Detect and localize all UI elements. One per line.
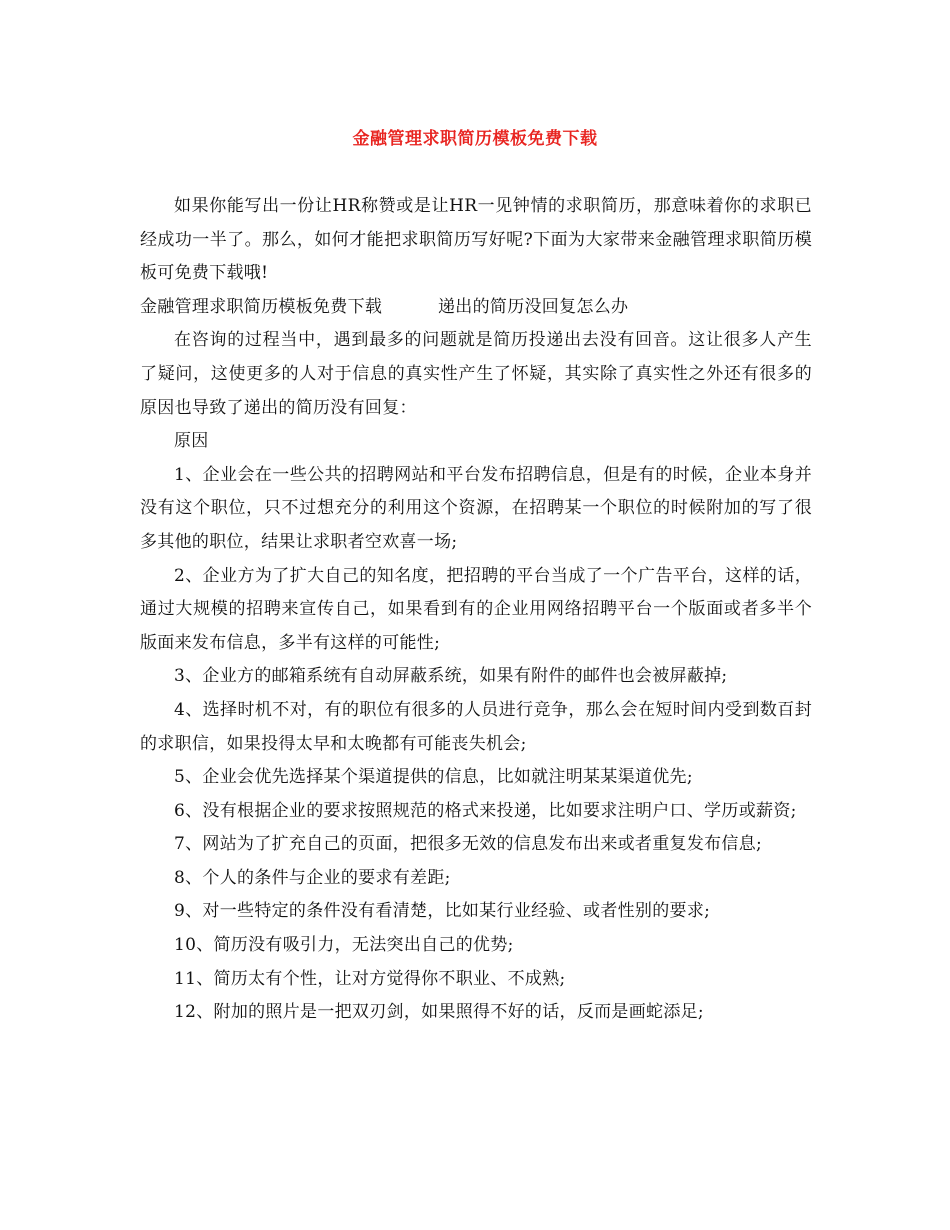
intro-paragraph: 如果你能写出一份让HR称赞或是让HR一见钟情的求职简历，那意味着你的求职已经成功一半了。那么，如何才能把求职简历写好呢?下面为大家带来金融管理求职简历模板可免费下载哦! — [140, 196, 812, 284]
reason-item: 3、企业方的邮箱系统有自动屏蔽系统，如果有附件的邮件也会被屏蔽掉; — [174, 666, 728, 687]
context-paragraph: 在咨询的过程当中，遇到最多的问题就是简历投递出去没有回音。这让很多人产生了疑问，这使更多的人对于信息的真实性产生了怀疑，其实除了真实性之外还有很多的原因也导致了递出的简历没有回复： — [140, 330, 812, 418]
reason-item: 6、没有根据企业的要求按照规范的格式来投递，比如要求注明户口、学历或薪资; — [174, 800, 797, 821]
subheading-line — [140, 291, 812, 325]
reason-item: 1、企业会在一些公共的招聘网站和平台发布招聘信息，但是有的时候，企业本身并没有这个职位，只不过想充分的利用这个资源，在招聘某一个职位的时候附加的写了很多其他的职位，结果让求职者空欢喜一场; — [140, 464, 812, 552]
reason-item: 8、个人的条件与企业的要求有差距; — [174, 867, 451, 888]
document-title: 金融管理求职简历模板免费下载 — [352, 129, 598, 149]
reason-item: 12、附加的照片是一把双刃剑，如果照得不好的话，反而是画蛇添足; — [174, 1002, 704, 1023]
document-body — [140, 190, 812, 1030]
reasons-heading: 原因 — [174, 431, 209, 452]
reason-item: 10、简历没有吸引力，无法突出自己的优势; — [174, 935, 514, 956]
reason-item: 9、对一些特定的条件没有看清楚，比如某行业经验、或者性别的要求; — [174, 901, 711, 922]
reason-item: 11、简历太有个性，让对方觉得你不职业、不成熟; — [174, 968, 566, 989]
reason-item: 5、企业会优先选择某个渠道提供的信息，比如就注明某某渠道优先; — [174, 767, 693, 788]
reason-item: 4、选择时机不对，有的职位有很多的人员进行竞争，那么会在短时间内受到数百封的求职信，如果投得太早和太晚都有可能丧失机会; — [140, 699, 812, 754]
subheading-left: 金融管理求职简历模板免费下载 — [140, 296, 383, 317]
reason-item: 7、网站为了扩充自己的页面，把很多无效的信息发布出来或者重复发布信息; — [174, 834, 763, 855]
subheading-right: 递出的简历没回复怎么办 — [438, 296, 629, 317]
reason-item: 2、企业方为了扩大自己的知名度，把招聘的平台当成了一个广告平台，这样的话，通过大规模的招聘来宣传自己，如果看到有的企业用网络招聘平台一个版面或者多半个版面来发布信息，多半有这样的可能性; — [140, 565, 812, 653]
